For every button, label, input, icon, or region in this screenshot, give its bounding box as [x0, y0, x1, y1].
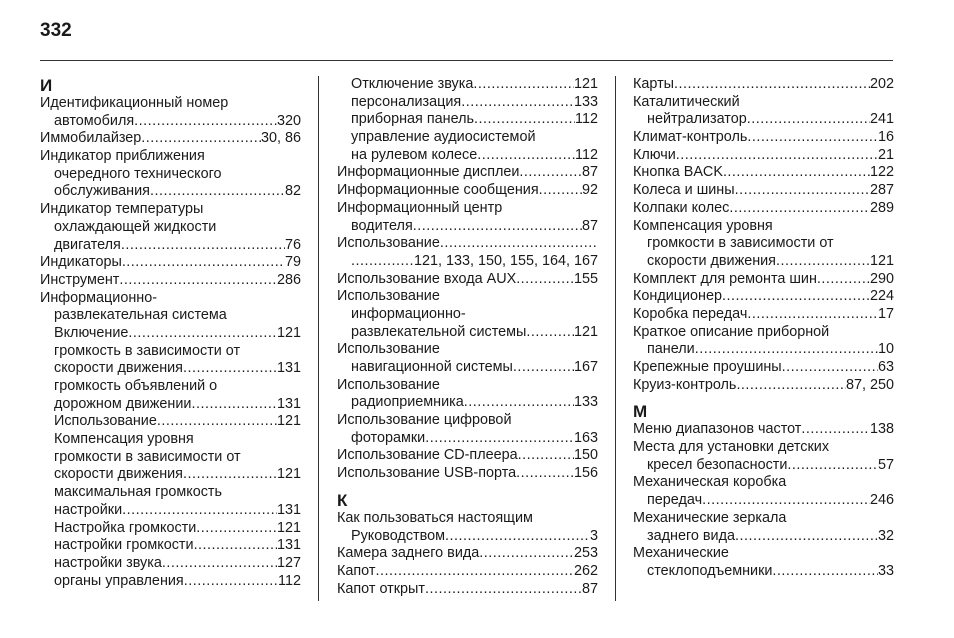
entry-text: Инструмент [40, 271, 120, 288]
entry-text: Механическая коробка [633, 474, 787, 491]
entry-page-ref: 87, 250 [845, 376, 894, 393]
index-entry-line [40, 307, 301, 325]
dot-leader [440, 235, 598, 253]
entry-page-ref: 121 [276, 324, 301, 341]
entry-text: приборная панель [351, 111, 474, 128]
entry-text: настройки громкости [54, 537, 194, 554]
entry-text: Информационный центр [337, 199, 503, 216]
entry-page-ref: 17 [877, 305, 894, 322]
index-entry-line [337, 341, 598, 359]
index-column-3 [633, 76, 894, 581]
entry-page-ref: 155 [573, 270, 598, 287]
entry-page-ref: 253 [573, 545, 598, 562]
entry-text: автомобиля [54, 112, 135, 129]
entry-text: очередного технического [54, 165, 222, 182]
dot-leader [157, 413, 277, 431]
entry-text: Включение [54, 324, 129, 341]
entry-page-ref: 202 [869, 76, 894, 92]
entry-text: Индикаторы [40, 254, 122, 271]
entry-text: радиоприемника [351, 394, 464, 411]
dot-leader [702, 492, 870, 510]
index-entry-line [40, 537, 301, 555]
dot-leader [723, 164, 870, 182]
index-entry-line [40, 413, 301, 431]
entry-text: Настройка громкости [54, 519, 197, 536]
index-entry-line [40, 449, 301, 467]
dot-leader [729, 200, 870, 218]
entry-page-ref: 163 [573, 429, 598, 446]
entry-page-ref: 290 [869, 270, 894, 287]
index-entry-line [633, 111, 894, 129]
entry-page-ref: 320 [276, 112, 301, 129]
entry-page-ref: 133 [573, 394, 598, 411]
entry-page-ref: 82 [284, 183, 301, 200]
index-entry-line [40, 555, 301, 573]
entry-text: Использование входа AUX [337, 270, 517, 287]
header-rule [40, 60, 893, 61]
index-entry-line [40, 95, 301, 113]
index-entry-line [337, 94, 598, 112]
index-entry-line [633, 377, 894, 395]
column-divider [318, 76, 319, 601]
index-entry-line [633, 341, 894, 359]
dot-leader [473, 76, 574, 94]
index-entry-line [633, 164, 894, 182]
entry-page-ref: 122 [869, 164, 894, 181]
entry-text: Информационные дисплеи [337, 164, 520, 181]
entry-text: Руководством [351, 527, 445, 544]
index-entry-line [633, 528, 894, 546]
dot-leader [119, 272, 277, 290]
index-entry-line [40, 502, 301, 520]
dot-leader [134, 113, 277, 131]
dot-leader [676, 147, 878, 165]
entry-text: Механические зеркала [633, 509, 787, 526]
entry-text: кресел безопасности [647, 456, 788, 473]
index-entry-line [40, 237, 301, 255]
entry-page-ref: 150 [573, 447, 598, 464]
entry-text: фоторамки [351, 429, 426, 446]
entry-text: Места для установки детских [633, 439, 830, 456]
entry-page-ref: 133 [573, 93, 598, 110]
dot-leader [479, 545, 574, 563]
index-entry-line [40, 360, 301, 378]
dot-leader [351, 253, 414, 271]
dot-leader [461, 94, 574, 112]
index-entry-line [633, 439, 894, 457]
index-entry-line [633, 324, 894, 342]
entry-page-ref: 121 [276, 466, 301, 483]
index-entry-line [337, 218, 598, 236]
index-entry-line [337, 581, 598, 599]
entry-text: персонализация [351, 93, 462, 110]
index-entry-line [337, 528, 598, 546]
entry-text: Крепежные проушины [633, 359, 782, 375]
dot-leader [722, 288, 870, 306]
entry-page-ref: 79 [284, 254, 301, 271]
entry-text: скорости движения [647, 252, 776, 269]
entry-text: Индикатор температуры [40, 201, 204, 218]
entry-page-ref: 131 [276, 501, 301, 518]
entry-text: Использование [337, 288, 440, 305]
entry-text: нейтрализатор [647, 111, 747, 128]
dot-leader [695, 341, 878, 359]
index-entry-line [337, 129, 598, 147]
entry-text: громкости в зависимости от [54, 448, 241, 465]
entry-page-ref: 87 [581, 164, 598, 181]
section-letter-heading: К [337, 490, 348, 510]
entry-text: водителя [351, 217, 413, 234]
index-entry-line [40, 343, 301, 361]
dot-leader [817, 271, 870, 289]
entry-text: Механические [633, 545, 729, 562]
dot-leader [782, 359, 878, 377]
dot-leader [674, 76, 870, 94]
entry-page-ref: 3 [589, 527, 598, 544]
dot-leader [122, 502, 277, 520]
entry-text: Ключи [633, 146, 676, 163]
entry-text: Колеса и шины [633, 182, 735, 199]
entry-text: Каталитический [633, 93, 740, 110]
dot-leader [196, 520, 277, 538]
entry-page-ref: 121 [276, 519, 301, 536]
dot-leader [516, 465, 574, 483]
dot-leader [519, 164, 582, 182]
dot-leader [445, 528, 590, 546]
entry-page-ref: 131 [276, 360, 301, 377]
entry-text: Краткое описание приборной [633, 323, 830, 340]
dot-leader [194, 537, 277, 555]
index-entry-line [633, 271, 894, 289]
entry-text: Использование USB-порта [337, 465, 517, 482]
entry-page-ref: 121, 133, 150, 155, 164, 167 [413, 252, 598, 269]
index-entry-line [633, 510, 894, 528]
entry-page-ref: 121 [276, 413, 301, 430]
entry-page-ref: 63 [877, 359, 894, 375]
dot-leader [183, 466, 277, 484]
dot-leader [772, 563, 878, 581]
dot-leader [464, 394, 574, 412]
dot-leader [375, 563, 574, 581]
dot-leader [516, 271, 574, 289]
index-entry-line [40, 396, 301, 414]
entry-text: Использование [337, 341, 440, 358]
index-entry-line [337, 111, 598, 129]
entry-text: Использование CD-плеера [337, 447, 518, 464]
entry-text: Капот открыт [337, 580, 425, 597]
dot-leader [425, 430, 574, 448]
index-entry-line [337, 288, 598, 306]
entry-text: развлекательной системы [351, 323, 527, 340]
index-entry-line [337, 271, 598, 289]
dot-leader [141, 130, 261, 148]
entry-page-ref: 127 [276, 554, 301, 571]
entry-text: Климат-контроль [633, 129, 748, 146]
entry-page-ref: 289 [869, 199, 894, 216]
index-entry-line [633, 545, 894, 563]
entry-page-ref: 138 [869, 421, 894, 438]
index-entry-line [40, 254, 301, 272]
entry-page-ref: 112 [575, 146, 598, 163]
entry-text: Иммобилайзер [40, 130, 142, 147]
entry-page-ref: 33 [877, 562, 894, 579]
index-entry-line [337, 545, 598, 563]
index-entry-line [337, 563, 598, 581]
index-entry-line [40, 431, 301, 449]
index-entry-line [633, 76, 894, 94]
entry-text: скорости движения [54, 466, 183, 483]
index-entry-line [633, 563, 894, 581]
index-entry-line [40, 219, 301, 237]
entry-text: охлаждающей жидкости [54, 218, 217, 235]
entry-text: Использование [337, 235, 440, 252]
index-entry-line [40, 201, 301, 219]
dot-leader [477, 147, 575, 165]
entry-text: передач [647, 492, 703, 509]
index-entry-line [40, 183, 301, 201]
index-entry-line [633, 306, 894, 324]
section-letter-heading: М [633, 402, 648, 422]
entry-page-ref: 21 [877, 146, 894, 163]
index-entry-line [337, 359, 598, 377]
entry-text: настройки [54, 501, 123, 518]
entry-text: Отключение звука [351, 76, 474, 92]
entry-text: стеклоподъемники [647, 562, 773, 579]
entry-text: двигателя [54, 236, 121, 253]
index-entry-line [40, 573, 301, 591]
entry-text: дорожном движении [54, 395, 192, 412]
entry-text: настройки звука [54, 554, 162, 571]
dot-leader [747, 306, 878, 324]
index-entry-line [633, 218, 894, 236]
entry-page-ref: 224 [869, 288, 894, 305]
index-entry-line [337, 182, 598, 200]
entry-page-ref: 87 [581, 580, 598, 597]
entry-page-ref: 167 [573, 359, 598, 375]
dot-leader [539, 182, 582, 200]
entry-page-ref: 16 [877, 129, 894, 146]
index-entry-line [633, 129, 894, 147]
entry-page-ref: 121 [573, 323, 598, 340]
index-entry-line [633, 288, 894, 306]
entry-page-ref: 112 [575, 111, 598, 128]
entry-text: максимальная громкость [54, 484, 223, 501]
index-entry-line [40, 272, 301, 290]
entry-page-ref: 286 [276, 271, 301, 288]
index-entry-line [40, 466, 301, 484]
index-entry-line [337, 510, 598, 528]
entry-text: на рулевом колесе [351, 146, 478, 163]
index-entry-line [633, 200, 894, 218]
index-entry-line [337, 76, 598, 94]
index-entry-line [633, 235, 894, 253]
index-entry-line [40, 378, 301, 396]
dot-leader [474, 111, 575, 129]
column-divider [615, 76, 616, 601]
index-entry-line [633, 492, 894, 510]
index-entry-line [337, 200, 598, 218]
index-entry-line [40, 130, 301, 148]
index-entry-line [40, 113, 301, 131]
entry-page-ref: 57 [877, 456, 894, 473]
entry-text: Комплект для ремонта шин [633, 270, 817, 287]
index-entry-line [337, 147, 598, 165]
dot-leader [162, 555, 277, 573]
entry-page-ref: 156 [573, 465, 598, 482]
entry-text: Кондиционер [633, 288, 723, 305]
entry-text: громкость в зависимости от [54, 342, 241, 359]
entry-text: Индикатор приближения [40, 148, 205, 165]
dot-leader [518, 447, 574, 465]
dot-leader [425, 581, 582, 599]
dot-leader [747, 129, 878, 147]
index-entry-line [40, 166, 301, 184]
index-column-2 [337, 76, 598, 598]
entry-text: громкости в зависимости от [647, 235, 834, 252]
index-entry-line [337, 235, 598, 253]
entry-text: громкость объявлений о [54, 378, 218, 394]
entry-text: заднего вида [647, 527, 735, 544]
index-entry-line [633, 147, 894, 165]
entry-page-ref: 121 [869, 252, 894, 269]
entry-text: органы управления [54, 572, 184, 589]
entry-page-ref: 131 [276, 537, 301, 554]
entry-text: Меню диапазонов частот [633, 421, 802, 438]
entry-text: Компенсация уровня [54, 431, 194, 448]
dot-leader [184, 573, 278, 591]
entry-text: навигационной системы [351, 359, 513, 375]
entry-page-ref: 241 [869, 111, 894, 128]
index-entry-line [337, 164, 598, 182]
dot-leader [747, 111, 870, 129]
entry-page-ref: 10 [877, 341, 894, 358]
entry-text: Использование [337, 376, 440, 393]
index-entry-line [40, 484, 301, 502]
index-column-1 [40, 76, 301, 590]
index-entry-line [337, 306, 598, 324]
index-entry-line [337, 253, 598, 271]
dot-leader [735, 528, 878, 546]
dot-leader [526, 324, 574, 342]
entry-text: Идентификационный номер [40, 95, 229, 111]
dot-leader [787, 457, 878, 475]
dot-leader [801, 421, 870, 439]
entry-page-ref: 287 [869, 182, 894, 199]
page-number: 332 [40, 20, 72, 41]
entry-page-ref: 246 [869, 492, 894, 509]
dot-leader [191, 396, 277, 414]
entry-text: Компенсация уровня [633, 217, 773, 234]
index-entry-line [633, 457, 894, 475]
entry-text: панели [647, 341, 695, 358]
entry-page-ref: 112 [278, 572, 301, 589]
entry-text: Использование [54, 413, 157, 430]
index-entry-line [633, 359, 894, 377]
dot-leader [121, 237, 285, 255]
index-entry-line [40, 148, 301, 166]
dot-leader [183, 360, 277, 378]
entry-page-ref: 32 [877, 527, 894, 544]
index-entry-line [337, 465, 598, 483]
entry-page-ref: 30, 86 [260, 130, 301, 147]
entry-text: информационно- [351, 305, 466, 322]
index-entry-line [40, 325, 301, 343]
entry-page-ref: 87 [581, 217, 598, 234]
entry-page-ref: 262 [573, 562, 598, 579]
entry-text: Коробка передач [633, 305, 748, 322]
dot-leader [513, 359, 574, 377]
entry-text: Кнопка BACK [633, 164, 723, 181]
index-entry-line [40, 290, 301, 308]
index-entry-line [633, 182, 894, 200]
entry-text: скорости движения [54, 360, 183, 377]
entry-text: Круиз-контроль [633, 376, 737, 393]
entry-page-ref: 131 [276, 395, 301, 412]
index-entry-line [337, 394, 598, 412]
dot-leader [150, 183, 285, 201]
entry-text: Информационно- [40, 289, 158, 306]
dot-leader [735, 182, 870, 200]
dot-leader [413, 218, 582, 236]
entry-text: Капот [337, 562, 376, 579]
index-entry-line [337, 324, 598, 342]
index-entry-line [633, 253, 894, 271]
entry-text: развлекательная система [54, 307, 227, 324]
dot-leader [128, 325, 277, 343]
dot-leader [776, 253, 870, 271]
entry-text: Как пользоваться настоящим [337, 509, 533, 526]
entry-text: Камера заднего вида [337, 545, 480, 562]
entry-text: Колпаки колес [633, 199, 730, 216]
index-entry-line [633, 421, 894, 439]
index-entry-line [337, 430, 598, 448]
index-entry-line [633, 474, 894, 492]
entry-text: обслуживания [54, 183, 150, 200]
entry-text: Использование цифровой [337, 412, 512, 429]
entry-text: Карты [633, 76, 675, 92]
index-entry-line [337, 447, 598, 465]
dot-leader [736, 377, 846, 395]
index-entry-line [633, 94, 894, 112]
entry-page-ref: 121 [573, 76, 598, 92]
entry-page-ref: 76 [284, 236, 301, 253]
dot-leader [122, 254, 285, 272]
entry-text: Информационные сообщения [337, 182, 539, 199]
index-entry-line [337, 377, 598, 395]
index-entry-line [337, 412, 598, 430]
entry-text: управление аудиосистемой [351, 129, 536, 146]
entry-page-ref: 92 [581, 182, 598, 199]
section-letter-heading: И [40, 76, 53, 95]
index-entry-line [40, 520, 301, 538]
